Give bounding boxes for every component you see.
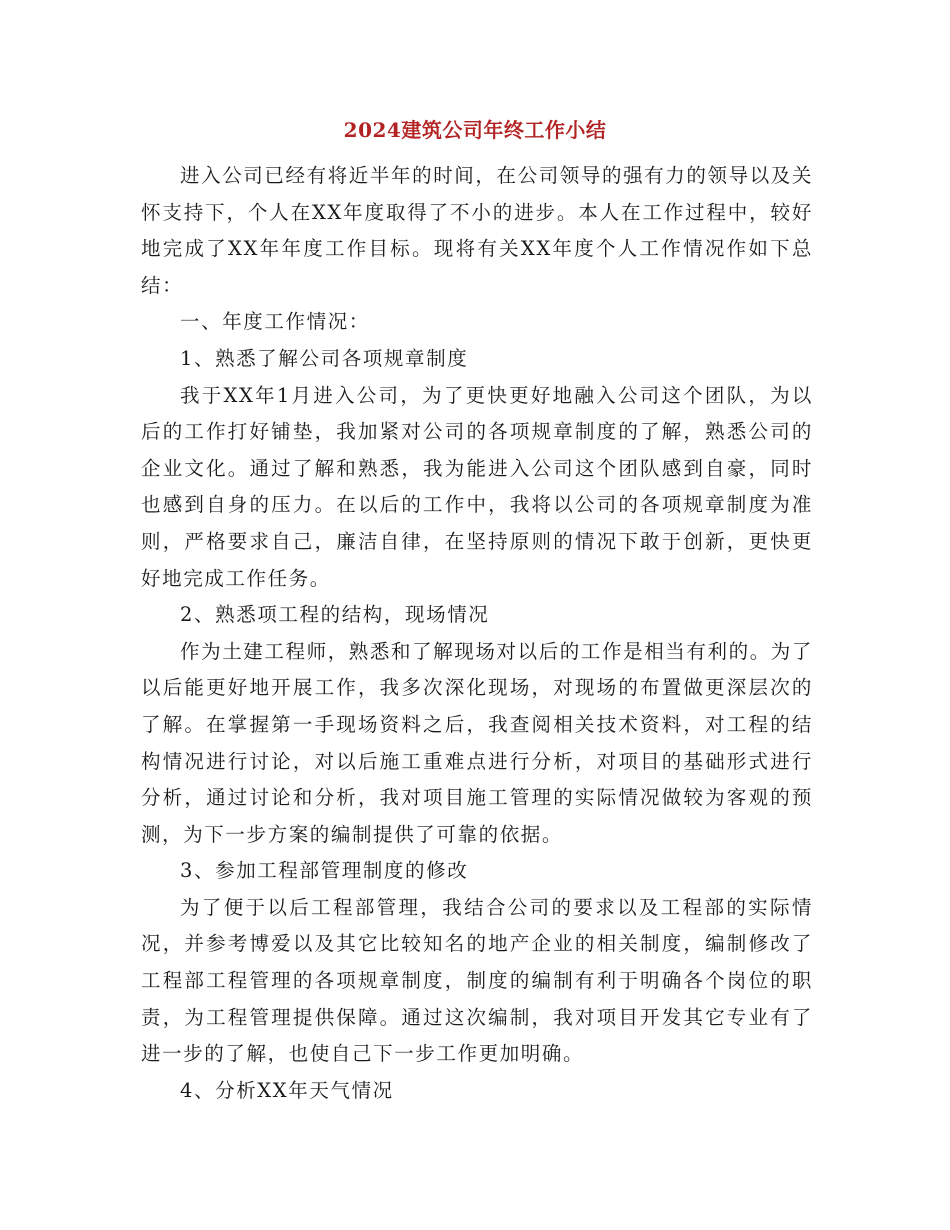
paragraph-management: 为了便于以后工程部管理，我结合公司的要求以及工程部的实际情况，并参考博爱以及其它比较知名的地产企业的相关制度，编制修改了工程部工程管理的各项规章制度，制度的编制有利于明确各个岗位的职责，为工程管理提供保障。通过这次编制，我对项目开发其它专业有了进一步的了解，也使自己下一步工作更加明确。 xyxy=(141,895,813,1066)
subheading-rules: 1、熟悉了解公司各项规章制度 xyxy=(180,346,469,370)
subheading-weather: 4、分析XX年天气情况 xyxy=(180,1078,394,1102)
subheading-management: 3、参加工程部管理制度的修改 xyxy=(180,859,469,883)
section-heading-annual-work: 一、年度工作情况： xyxy=(180,310,370,334)
paragraph-site: 作为土建工程师，熟悉和了解现场对以后的工作是相当有利的。为了以后能更好地开展工作，我多次深化现场，对现场的布置做更深层次的了解。在掌握第一手现场资料之后，我查阅相关技术资料，对工程的结构情况进行讨论，对以后施工重难点进行分析，对项目的基础形式进行分析，通过讨论和分析，我对项目施工管理的实际情况做较为客观的预测，为下一步方案的编制提供了可靠的依据。 xyxy=(141,639,814,846)
document-body xyxy=(141,158,813,1109)
intro-paragraph: 进入公司已经有将近半年的时间，在公司领导的强有力的领导以及关怀支持下，个人在XX年度取得了不小的进步。本人在工作过程中，较好地完成了XX年年度工作目标。现将有关XX年度个人工作情况作如下总结： xyxy=(141,164,814,297)
paragraph-rules: 我于XX年1月进入公司，为了更快更好地融入公司这个团队，为以后的工作打好铺垫，我加紧对公司的各项规章制度的了解，熟悉公司的企业文化。通过了解和熟悉，我为能进入公司这个团队感到自豪，同时也感到自身的压力。在以后的工作中，我将以公司的各项规章制度为准则，严格要求自己，廉洁自律，在坚持原则的情况下敢于创新，更快更好地完成工作任务。 xyxy=(141,383,813,590)
subheading-site: 2、熟悉项工程的结构，现场情况 xyxy=(180,603,490,627)
document-title: 2024建筑公司年终工作小结 xyxy=(343,118,607,142)
